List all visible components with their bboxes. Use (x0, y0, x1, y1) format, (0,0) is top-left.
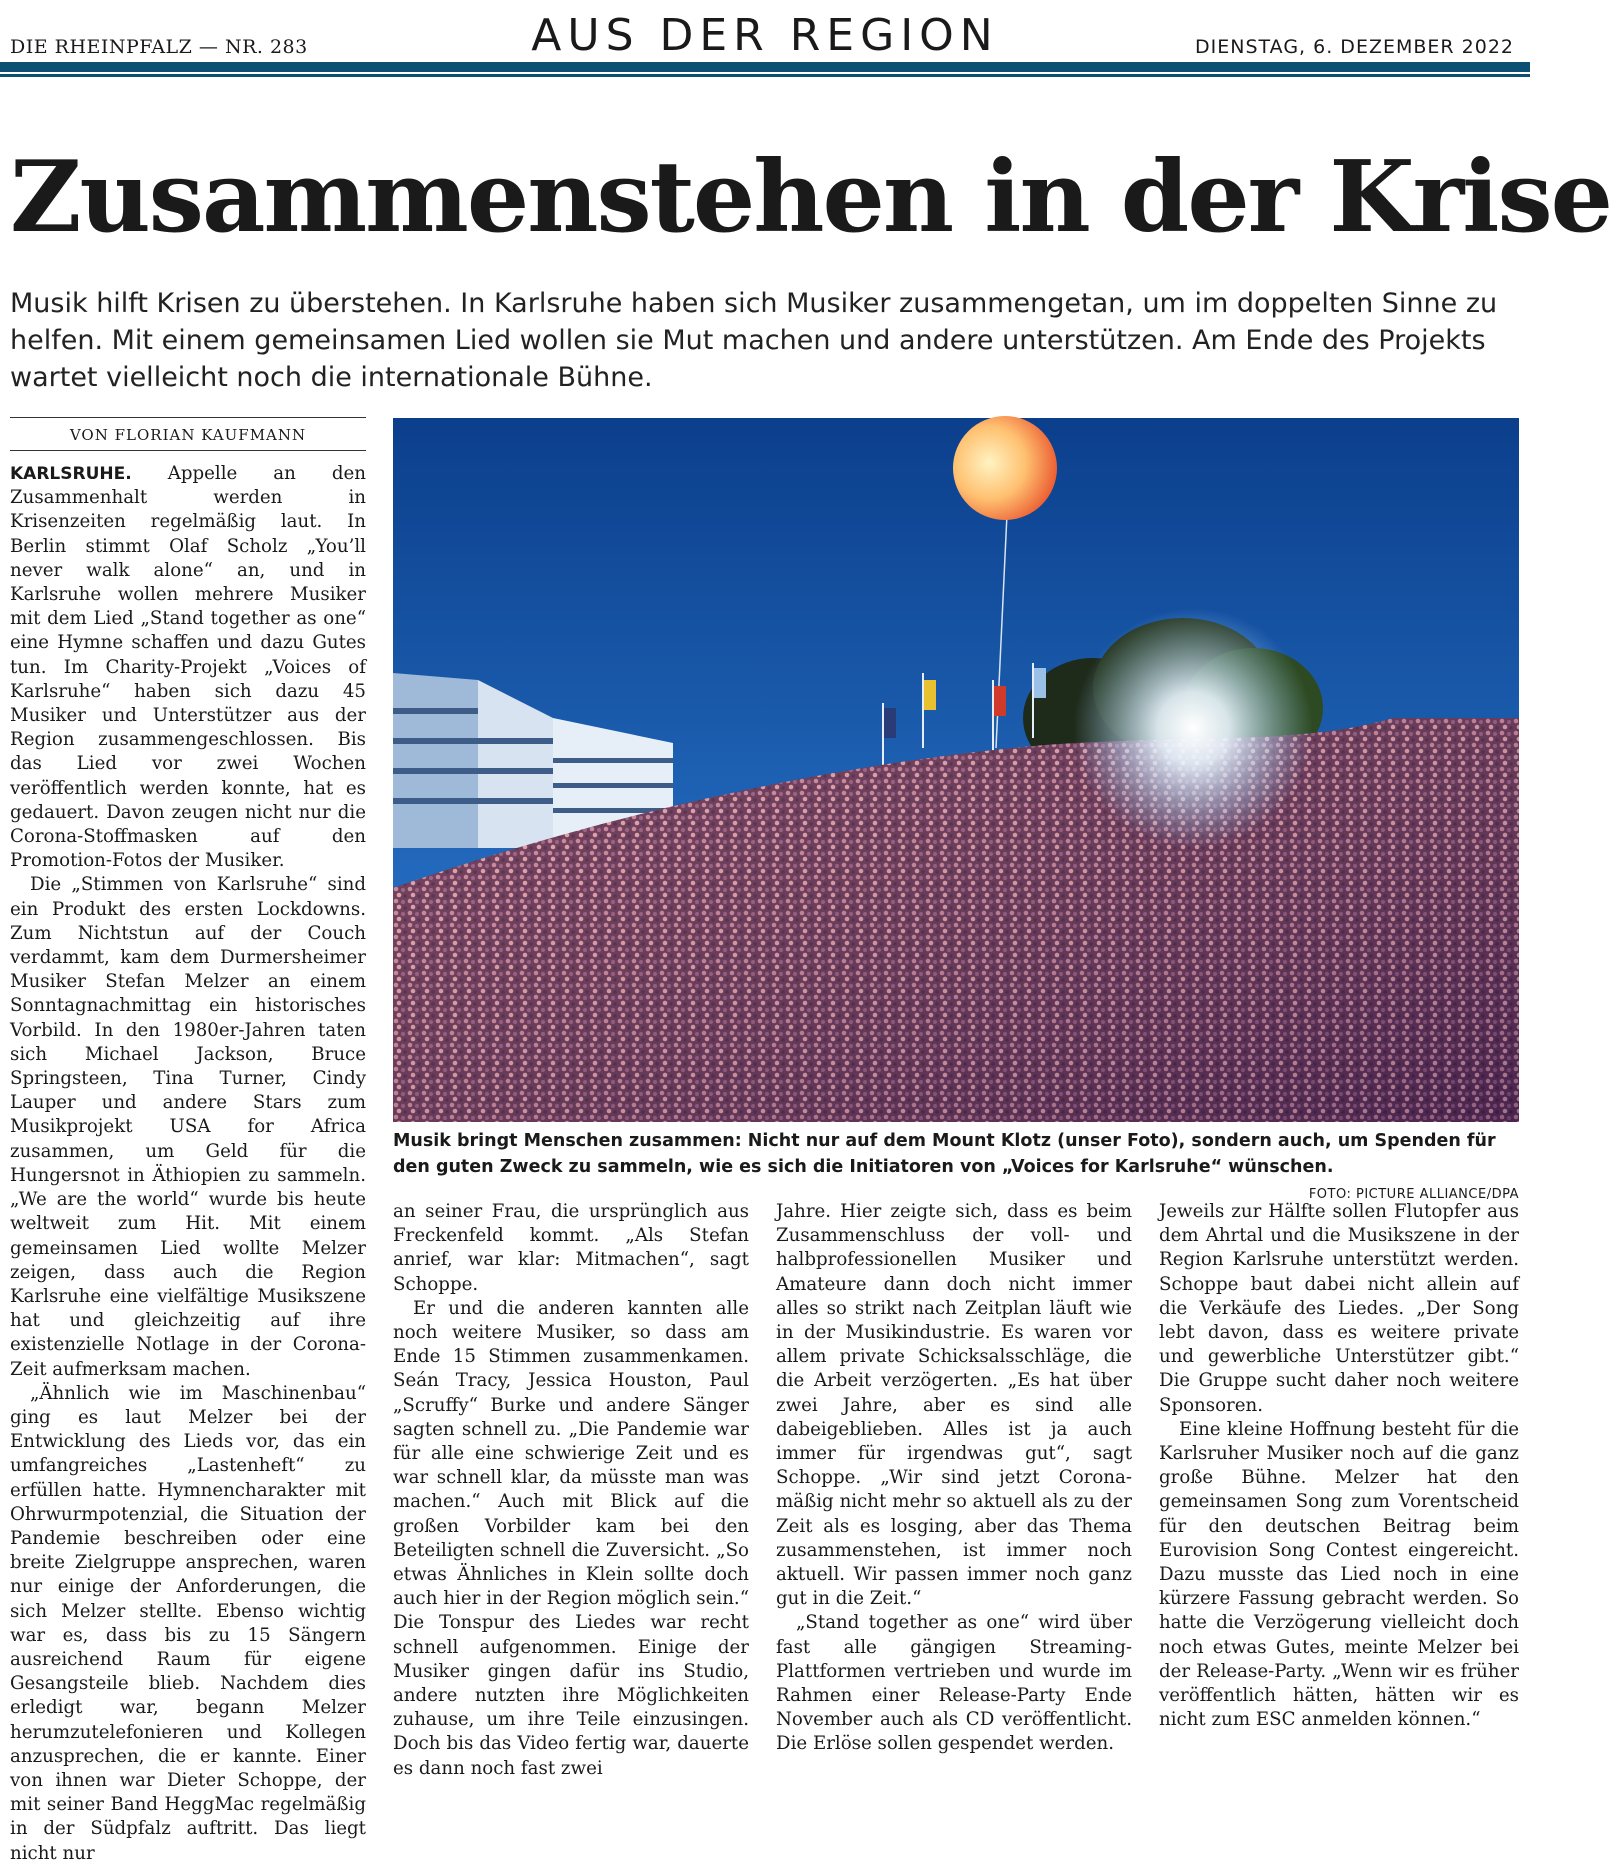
dateline: KARLSRUHE. (10, 464, 132, 484)
article-photo (393, 418, 1519, 1122)
paragraph: „Stand together as one“ wird über fast alle gängigen Streaming-Plattformen vertrieben und wurde im Rahmen einer Release-Party Ende November auch als CD veröffentlicht. Die Erlöse sollen gespendet werden. (776, 1612, 1132, 1755)
caption-text: Musik bringt Menschen zusammen: Nicht nur auf dem Mount Klotz (unser Foto), sondern auch, um Spenden für den guten Zweck zu sammeln, wie es sich die Initiatoren von „Voices for Karlsruhe“ wünschen. (393, 1131, 1496, 1177)
newspaper-issue: DIE RHEINPFALZ — NR. 283 (10, 36, 308, 58)
paragraph: Er und die anderen kannten alle noch weitere Musiker, so dass am Ende 15 Stimmen zusammenkamen. Seán Tracy, Jessica Houston, Paul „Scruffy“ Burke und andere Sänger sagten schnell zu. „Die Pandemie war für alle eine schwierige Zeit und es war schnell klar, da müsste man was machen.“ Auch mit Blick auf die großen Vorbilder kam bei den Beteiligten schnell die Zuversicht. „So etwas Ähnliches in Klein sollte doch auch hier in der Region möglich sein.“ Die Tonspur des Liedes war recht schnell aufgenommen. Einige der Musiker gingen dafür ins Studio, andere nutzten ihre Möglichkeiten zuhause, um ihre Teile einzusingen. Doch bis das Video fertig war, dauerte es dann noch fast zwei (393, 1297, 749, 1779)
balloon (953, 416, 1057, 520)
paragraph-text: Appelle an den Zusammenhalt werden in Krisenzeiten regelmäßig laut. In Berlin stimmt Olaf Scholz „You’ll never walk alone“ an, und in Karlsruhe wollen mehrere Musiker mit dem Lied „Stand together as one“ eine Hymne schaffen und dazu Gutes tun. Im Charity-Projekt „Voices of Karlsruhe“ haben sich dazu 45 Musiker und Unterstützer aus der Region zusammengeschlossen. Bis das Lied vor zwei Wochen veröffentlich werden konnte, hat es gedauert. Davon zeugen nicht nur die Corona-Stoffmasken auf den Promotion-Fotos der Musiker. (10, 463, 366, 872)
paragraph: Jeweils zur Hälfte sollen Flutopfer aus dem Ahrtal und die Musikszene in der Region Karlsruhe unterstützt werden. Schoppe baut dabei nicht allein auf die Verkäufe des Liedes. „Der Song lebt davon, dass es weitere private und gewerbliche Unterstützer gibt.“ Die Gruppe sucht daher noch weitere Sponsoren. (1159, 1201, 1519, 1416)
article-column-3 (776, 1200, 1132, 1755)
paragraph: an seiner Frau, die ursprünglich aus Freckenfeld kommt. „Als Stefan anrief, war klar: Mitmachen“, sagt Schoppe. (393, 1201, 749, 1295)
issue-date: DIENSTAG, 6. DEZEMBER 2022 (1195, 36, 1514, 58)
byline-rule-bottom (10, 450, 366, 451)
photo-caption (393, 1128, 1519, 1208)
paragraph: Eine kleine Hoffnung besteht für die Karlsruher Musiker noch auf die ganz große Bühne. Melzer hat den gemeinsamen Song zum Vorentscheid für den deutschen Beitrag beim Eurovision Song Contest eingereicht. Dazu musste das Lied noch in eine kürzere Fassung gebracht werden. So hatte die Verzögerung vielleicht doch noch etwas Gutes, meinte Melzer bei der Release-Party. „Wenn wir es früher veröffentlich hätten, hätten wir es nicht zum ESC anmelden können.“ (1159, 1418, 1519, 1731)
paragraph: „Ähnlich wie im Maschinenbau“ ging es laut Melzer bei der Entwicklung des Lieds vor, das ein umfangreiches „Lastenheft“ zu erfüllen hatte. Hymnencharakter mit Ohrwurmpotenzial, die Situation der Pandemie beschreiben oder eine breite Zielgruppe ansprechen, waren nur einige der Anforderungen, die sich Melzer stellte. Ebenso wichtig war es, dass bis zu 15 Sängern ausreichend Raum für eigene Gesangsteile blieb. Nachdem dies erledigt war, begann Melzer herumzutelefonieren und Kollegen anzusprechen, die er kannte. Einer von ihnen war Dieter Schoppe, der mit seiner Band HeggMac regelmäßig in der Südpfalz auftritt. Das liegt nicht nur (10, 1382, 366, 1864)
concert-crowd-image (393, 418, 1519, 1122)
masthead-rule (0, 62, 1530, 72)
photo-credit: FOTO: PICTURE ALLIANCE/DPA (1308, 1187, 1519, 1202)
paragraph (10, 462, 366, 873)
section-title: AUS DER REGION (531, 10, 999, 61)
paragraph: Jahre. Hier zeigte sich, dass es beim Zusammenschluss der voll- und halbprofessionellen Musiker und Amateure dann doch nicht immer alles so strikt nach Zeitplan läuft wie in der Musikindustrie. Es waren vor allem private Schicksalsschläge, die die Arbeit verzögerten. „Es hat über zwei Jahre, aber es sind alle dabeigeblieben. Alles ist ja auch immer für irgendwas gut“, sagt Schoppe. „Wir sind jetzt Corona-mäßig nicht mehr so aktuell als zu der Zeit als es losging, aber das Thema zusammenstehen, ist immer noch aktuell. Wir passen immer noch ganz gut in die Zeit.“ (776, 1201, 1132, 1610)
byline-rule-top (10, 417, 366, 418)
stage-light (1073, 608, 1313, 848)
byline: VON FLORIAN KAUFMANN (69, 426, 307, 444)
masthead-rule-thin (0, 74, 1530, 77)
masthead (0, 0, 1530, 90)
article-column-4 (1159, 1200, 1519, 1745)
paragraph: Die „Stimmen von Karlsruhe“ sind ein Produkt des ersten Lockdowns. Zum Nichtstun auf der Couch verdammt, kam dem Durmersheimer Musiker Stefan Melzer an einem Sonntagnachmittag ein historisches Vorbild. In den 1980er-Jahren taten sich Michael Jackson, Bruce Springsteen, Tina Turner, Cindy Lauper und andere Stars zum Musikprojekt USA for Africa zusammen, um Geld für die Hungersnot in Äthiopien zu sammeln. „We are the world“ wurde bis heute weltweit zum Hit. Mit einem gemeinsamen Lied wollte Melzer zeigen, dass auch die Region Karlsruhe eine vielfältige Musikszene hat und gleichzeitig auf ihre existenzielle Notlage in der Corona-Zeit aufmerksam machen. (10, 874, 366, 1380)
lead-paragraph: Musik hilft Krisen zu überstehen. In Karlsruhe haben sich Musiker zusammengetan, um im doppelten Sinne zu helfen. Mit einem gemeinsamen Lied wollen sie Mut machen und andere unterstützen. Am Ende des Projekts wartet vielleicht noch die internationale Bühne. (10, 288, 1498, 393)
article-column-2 (393, 1200, 749, 1779)
headline: Zusammenstehen in der Krise (10, 140, 1611, 255)
article-column-1 (10, 462, 366, 1864)
